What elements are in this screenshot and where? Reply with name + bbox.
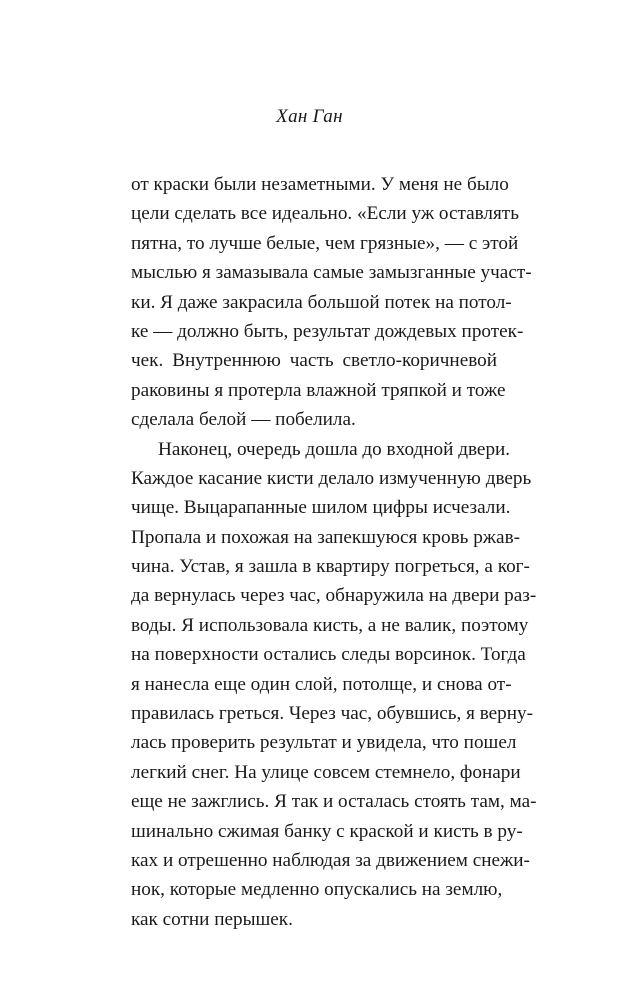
text-line: цели сделать все идеально. «Если уж оставлять bbox=[131, 203, 519, 225]
text-line: воды. Я использовала кисть, а не валик, поэтому bbox=[131, 614, 529, 636]
body-text bbox=[131, 170, 537, 934]
text-line: я нанесла еще один слой, потолще, и снова от- bbox=[131, 673, 512, 695]
text-line: Наконец, очередь дошла до входной двери. bbox=[158, 438, 511, 460]
text-line: на поверхности остались следы ворсинок. Тогда bbox=[131, 644, 526, 666]
text-line: лась проверить результат и увидела, что пошел bbox=[131, 732, 517, 754]
text-line: раковины я протерла влажной тряпкой и тоже bbox=[131, 379, 506, 401]
text-line: чище. Выцарапанные шилом цифры исчезали. bbox=[131, 497, 511, 519]
text-line: сделала белой — побелила. bbox=[131, 409, 356, 431]
text-line: ках и отрешенно наблюдая за движением снежи- bbox=[131, 849, 530, 871]
text-line: легкий снег. На улице совсем стемнело, фонари bbox=[131, 761, 521, 783]
text-line: ке — должно быть, результат дождевых протек- bbox=[131, 320, 524, 342]
text-line: мыслью я замазывала самые замызганные участ- bbox=[131, 262, 532, 284]
text-line: Пропала и похожая на запекшуюся кровь ржав- bbox=[131, 526, 521, 548]
text-line: от краски были незаметными. У меня не было bbox=[131, 174, 509, 195]
text-line: чина. Устав, я зашла в квартиру погреться, а ког- bbox=[131, 556, 530, 578]
text-line: шинально сжимая банку с краской и кисть в ру- bbox=[131, 820, 523, 842]
text-line: еще не зажглись. Я так и осталась стоять там, ма- bbox=[131, 791, 537, 813]
text-line: как сотни перышек. bbox=[131, 908, 293, 930]
paragraph-2 bbox=[131, 435, 537, 935]
text-line: чек. Внутреннюю часть светло-коричневой bbox=[131, 350, 497, 372]
text-line: Каждое касание кисти делало измученную дверь bbox=[131, 467, 532, 489]
text-line: нок, которые медленно опускались на землю, bbox=[131, 879, 503, 901]
text-line: правилась греться. Через час, обувшись, я верну- bbox=[131, 703, 534, 725]
running-head: Хан Ган bbox=[276, 106, 343, 127]
text-line: да вернулась через час, обнаружила на двери раз- bbox=[131, 585, 537, 607]
text-line: пятна, то лучше белые, чем грязные», — с этой bbox=[131, 232, 519, 254]
text-line: ки. Я даже закрасила большой потек на потол- bbox=[131, 291, 512, 313]
paragraph-1 bbox=[131, 170, 532, 435]
